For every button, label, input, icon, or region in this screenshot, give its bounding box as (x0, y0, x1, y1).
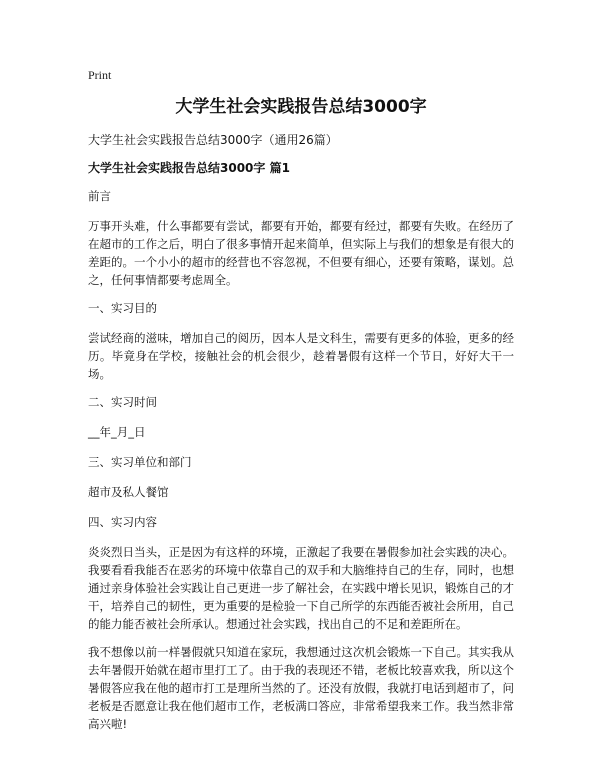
document-title: 大学生社会实践报告总结3000字 (175, 97, 427, 117)
paragraph-intro: 万事开头难，什么事都要有尝试，都要有开始，都要有经过，都要有失败。在经历了在超市的工作之后，明白了很多事情开起来简单，但实际上与我们的想象是有很大的差距的。一个小小的超市的经营也不容忽视，不但要有细心，还要有策略，谋划。总之，任何事情都要考虑周全。 (88, 219, 514, 287)
paragraph-purpose: 尝试经商的滋味，增加自己的阅历，因本人是文科生，需要有更多的体验，更多的经历。毕竟身在学校，接触社会的机会很少，趁着暑假有这样一个节日，好好大干一场。 (88, 331, 514, 381)
paragraph-preface: 前言 (88, 189, 111, 203)
paragraph-date: __年_月_日 (88, 425, 146, 439)
section-heading: 大学生社会实践报告总结3000字 篇1 (88, 161, 290, 175)
heading-content: 四、实习内容 (88, 515, 157, 529)
heading-unit: 三、实习单位和部门 (88, 455, 192, 469)
paragraph-unit: 超市及私人餐馆 (88, 485, 169, 499)
paragraph-content-2: 我不想像以前一样暑假就只知道在家玩，我想通过这次机会锻炼一下自己。其实我从去年暑假开始就在超市里打工了。由于我的表现还不错，老板比较喜欢我，所以这个暑假答应我在他的超市打工是理所当然的了。还没有放假，我就打电话到超市了，问老板是否愿意让我在他们超市工作，老板满口答应，非常希望我来工作。我当然非常高兴啦! (88, 645, 514, 731)
print-link[interactable]: Print (88, 68, 112, 82)
document-subtitle: 大学生社会实践报告总结3000字（通用26篇） (88, 133, 338, 147)
heading-purpose: 一、实习目的 (88, 301, 157, 315)
paragraph-content-1: 炎炎烈日当头，正是因为有这样的环境，正激起了我要在暑假参加社会实践的决心。我要看看我能否在恶劣的环境中依靠自己的双手和大脑维持自己的生存，同时，也想通过亲身体验社会实践让自己更进一步了解社会，在实践中增长见识，锻炼自己的才干，培养自己的韧性，更为重要的是检验一下自己所学的东西能否被社会所用，自己的能力能否被社会所承认。想通过社会实践，找出自己的不足和差距所在。 (88, 545, 514, 631)
heading-time: 二、实习时间 (88, 395, 157, 409)
